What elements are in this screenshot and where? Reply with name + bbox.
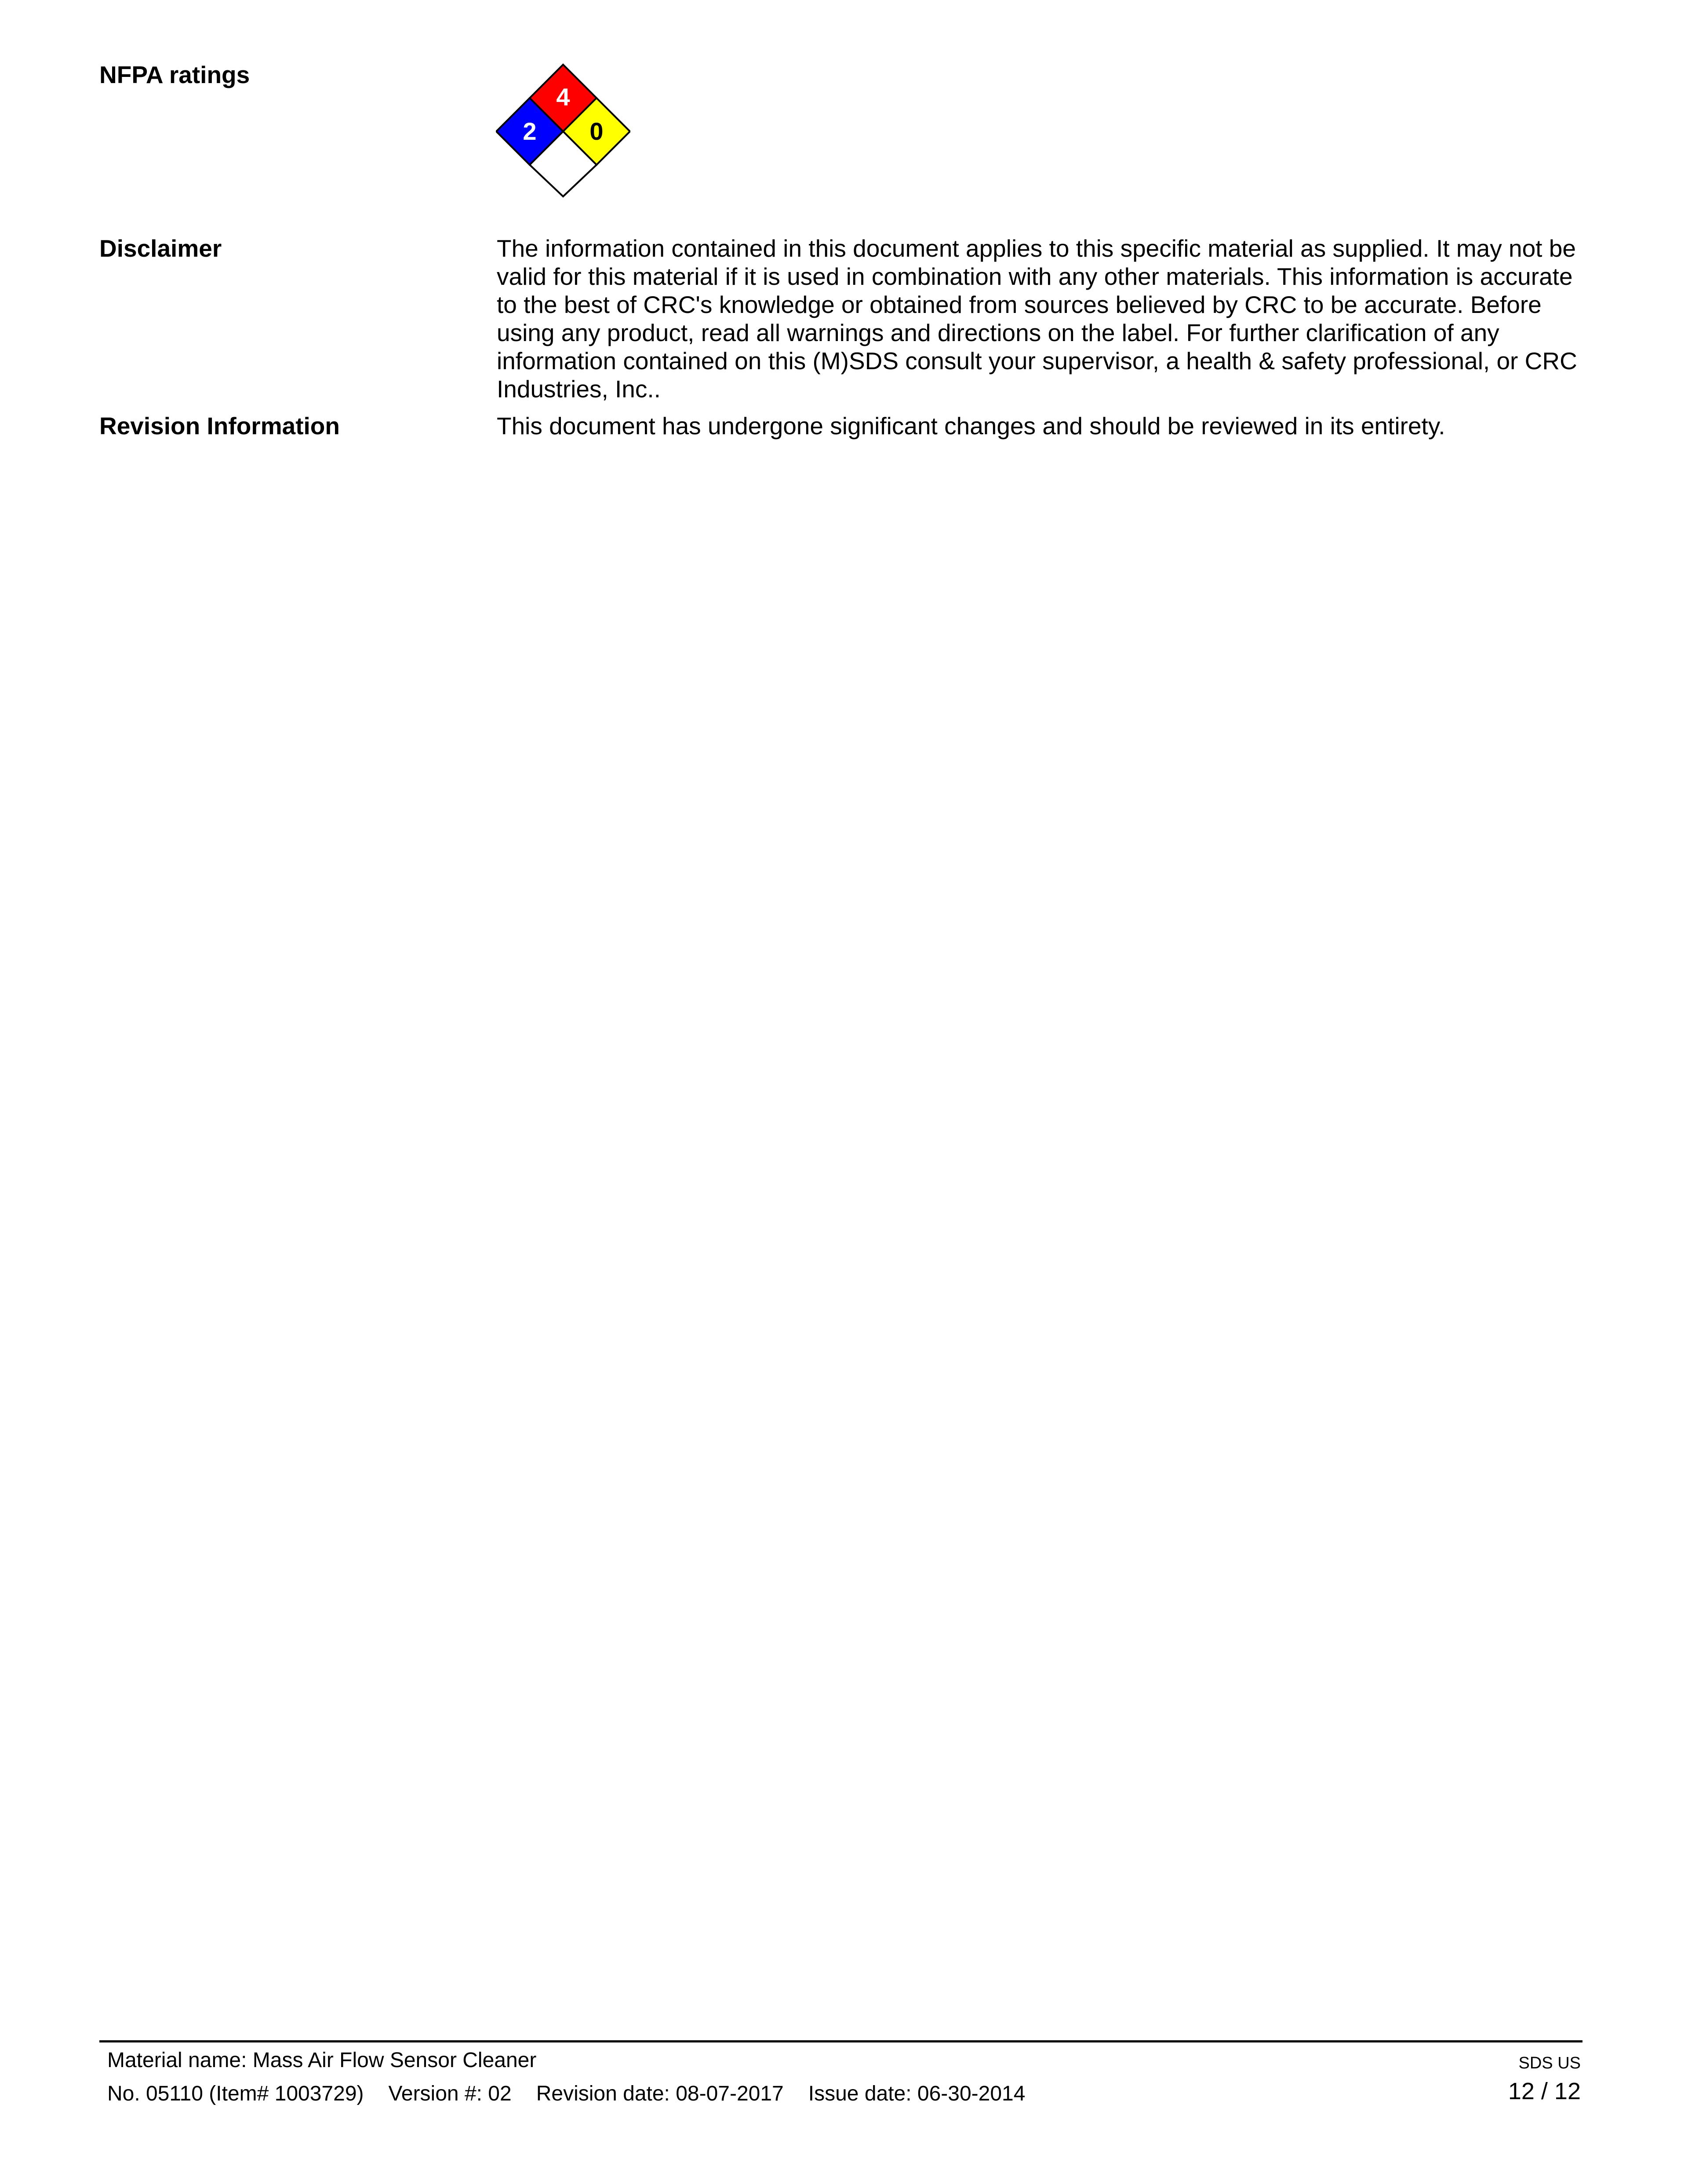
revision-information-text: This document has undergone significant changes and should be reviewed in its entirety. xyxy=(497,412,1445,440)
nfpa-ratings-label: NFPA ratings xyxy=(99,61,250,88)
footer-item-number: No. 05110 (Item# 1003729) xyxy=(107,2082,364,2105)
footer-page-number: 12 / 12 xyxy=(1508,2078,1581,2104)
footer-version: Version #: 02 xyxy=(388,2082,512,2105)
footer-material-name: Material name: Mass Air Flow Sensor Cleaner xyxy=(107,2049,537,2072)
footer-doc-type: SDS US xyxy=(1518,2054,1581,2072)
nfpa-flammability-value: 4 xyxy=(556,83,570,111)
disclaimer-label: Disclaimer xyxy=(99,235,222,262)
nfpa-diamond-icon xyxy=(496,63,630,198)
revision-information-row xyxy=(0,412,1688,447)
footer-revision-date: Revision date: 08-07-2017 xyxy=(536,2082,784,2105)
disclaimer-row xyxy=(0,234,1688,406)
footer-document-info xyxy=(107,2082,1050,2106)
nfpa-health-value: 2 xyxy=(523,117,537,145)
revision-information-label: Revision Information xyxy=(99,412,340,440)
nfpa-instability-value: 0 xyxy=(589,117,604,145)
footer-divider xyxy=(99,2040,1582,2042)
footer-issue-date: Issue date: 06-30-2014 xyxy=(808,2082,1026,2105)
disclaimer-text: The information contained in this document applies to this specific material as supplied. It may not be valid for this material if it is used in combination with any other materials. This information is accurate to the best of CRC's knowledge or obtained from sources believed by CRC to be accurate. Before using any product, read all warnings and directions on the label. For further clarification of any information contained on this (M)SDS consult your supervisor, a health & safety professional, or CRC Industries, Inc.. xyxy=(497,235,1577,403)
nfpa-ratings-row xyxy=(0,61,1688,206)
